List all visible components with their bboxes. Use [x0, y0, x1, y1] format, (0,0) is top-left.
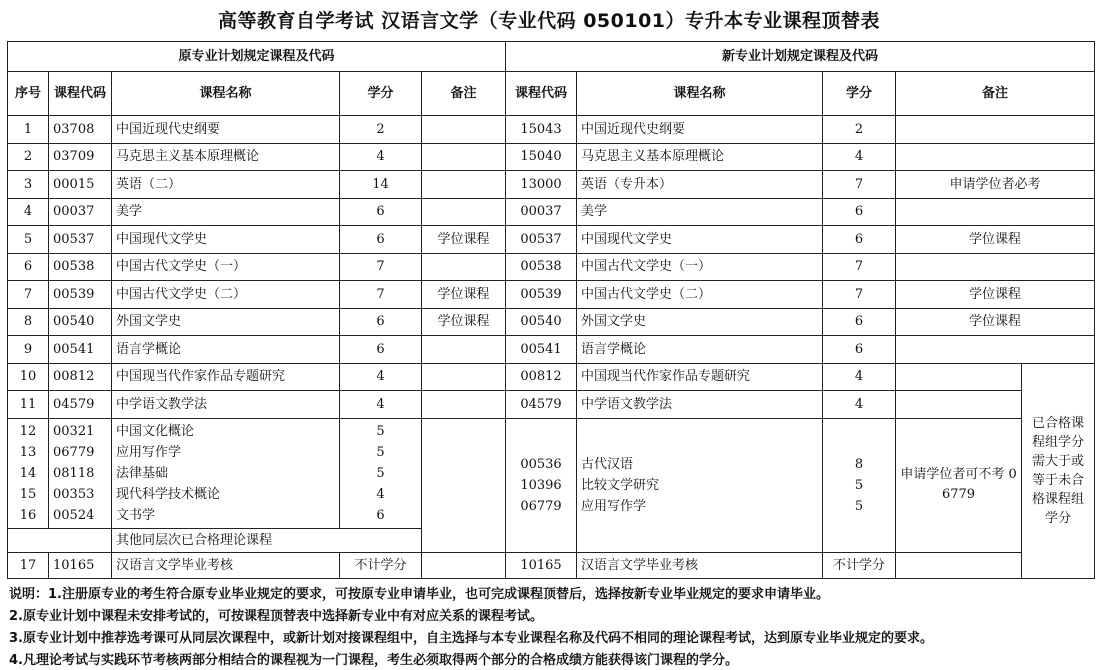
group-credit	[340, 418, 422, 528]
row-credit: 6	[340, 308, 422, 336]
row-new-code: 04579	[506, 391, 577, 419]
table-row	[8, 363, 1095, 391]
note-3: 3.原专业计划中推荐选考课可从同层次课程中，或新计划对接课程组中，自主选择与本专业课程名称及代码不相同的理论课程考试，达到原专业毕业规定的要求。	[9, 631, 933, 646]
table-row	[8, 391, 1095, 419]
last-credit: 不计学分	[340, 552, 422, 578]
row-new-remark	[896, 116, 1095, 144]
row-new-remark	[896, 198, 1095, 226]
row-remark: 学位课程	[422, 226, 506, 254]
row-new-name: 英语（专升本）	[577, 171, 823, 199]
table-row	[8, 226, 1095, 254]
header-seq: 序号	[8, 72, 49, 116]
row-remark	[422, 391, 506, 419]
header-name: 课程名称	[112, 72, 340, 116]
table-row	[8, 336, 1095, 364]
table-row	[8, 116, 1095, 144]
row-credit: 6	[340, 198, 422, 226]
note-4: 4.凡理论考试与实践环节考核两部分相结合的课程视为一门课程，考生必须取得两个部分的合格成绩方能获得该门课程的学分。	[9, 653, 738, 668]
group-seq-line: 14	[19, 465, 37, 481]
group-seq-line: 13	[19, 444, 37, 460]
group-new-remark: 申请学位者可不考 06779	[896, 418, 1022, 552]
row-new-name: 马克思主义基本原理概论	[577, 143, 823, 171]
row-new-credit: 6	[823, 198, 896, 226]
group-code-line: 06779	[53, 444, 95, 460]
table-row	[8, 552, 1095, 578]
last-seq: 17	[8, 552, 49, 578]
row-name: 中国近现代史纲要	[112, 116, 340, 144]
group-code-line: 00524	[53, 507, 95, 523]
row-code: 04579	[49, 391, 112, 419]
last-name: 汉语言文学毕业考核	[112, 552, 340, 578]
row-name: 中学语文教学法	[112, 391, 340, 419]
row-new-code: 00539	[506, 281, 577, 309]
group-name-line: 现代科学技术概论	[116, 486, 221, 502]
row-credit: 6	[340, 336, 422, 364]
group-code-line: 00353	[53, 486, 95, 502]
row-code: 00541	[49, 336, 112, 364]
row-remark	[422, 363, 506, 391]
row-name: 美学	[112, 198, 340, 226]
new-plan-group-header: 新专业计划规定课程及代码	[506, 42, 1095, 72]
table-row	[8, 171, 1095, 199]
row-new-credit: 2	[823, 116, 896, 144]
group-credit-line: 4	[376, 486, 385, 502]
row-code: 00037	[49, 198, 112, 226]
row-new-code: 00037	[506, 198, 577, 226]
group-seq-line: 16	[19, 507, 37, 523]
course-replacement-table	[7, 41, 1095, 579]
last-new-name: 汉语言文学毕业考核	[577, 552, 823, 578]
group-new-code	[506, 418, 577, 552]
row-name: 中国古代文学史（二）	[112, 281, 340, 309]
group-new-name-line: 比较文学研究	[581, 477, 660, 493]
group-new-credit-line: 5	[854, 477, 864, 493]
row-seq: 11	[8, 391, 49, 419]
table-row	[8, 143, 1095, 171]
row-new-credit: 7	[823, 171, 896, 199]
header-credit: 学分	[340, 72, 422, 116]
group-name	[112, 418, 340, 528]
row-new-name: 美学	[577, 198, 823, 226]
group-new-credit	[823, 418, 896, 552]
row-new-remark: 学位课程	[896, 281, 1095, 309]
row-seq: 7	[8, 281, 49, 309]
note-2: 2.原专业计划中课程未安排考试的，可按课程顶替表中选择新专业中有对应关系的课程考试。	[9, 609, 543, 624]
note-1: 说明：1.注册原专业的考生符合原专业毕业规定的要求，可按原专业申请毕业，也可完成课程顶替后，选择按新专业毕业规定的要求申请毕业。	[9, 587, 829, 602]
row-new-credit: 4	[823, 363, 896, 391]
row-new-name: 中学语文教学法	[577, 391, 823, 419]
row-new-name: 中国古代文学史（二）	[577, 281, 823, 309]
row-new-code: 00538	[506, 253, 577, 281]
row-new-code: 15043	[506, 116, 577, 144]
row-new-remark: 学位课程	[896, 226, 1095, 254]
group-code-line: 08118	[53, 465, 95, 481]
row-new-code: 00812	[506, 363, 577, 391]
group-new-credit-line: 8	[854, 456, 864, 472]
row-code: 00812	[49, 363, 112, 391]
group-name-line: 中国文化概论	[116, 423, 195, 439]
group-new-name	[577, 418, 823, 552]
group-row	[8, 418, 1095, 528]
group-code	[49, 418, 112, 528]
group-other-label: 其他同层次已合格理论课程	[112, 528, 422, 552]
header-new-credit: 学分	[823, 72, 896, 116]
row-name: 中国现当代作家作品专题研究	[112, 363, 340, 391]
group-seq	[8, 418, 49, 528]
group-other-blank	[8, 528, 112, 552]
old-plan-group-header: 原专业计划规定课程及代码	[8, 42, 506, 72]
last-new-remark	[896, 552, 1022, 578]
row-new-name: 中国现代文学史	[577, 226, 823, 254]
row-name: 英语（二）	[112, 171, 340, 199]
row-seq: 1	[8, 116, 49, 144]
group-new-name-line: 应用写作学	[581, 498, 647, 514]
row-new-name: 语言学概论	[577, 336, 823, 364]
row-new-remark	[896, 391, 1022, 419]
group-remark	[422, 418, 506, 552]
group-credit-line: 5	[376, 444, 385, 460]
row-new-code: 15040	[506, 143, 577, 171]
row-seq: 4	[8, 198, 49, 226]
row-code: 03709	[49, 143, 112, 171]
row-remark: 学位课程	[422, 281, 506, 309]
row-new-remark: 申请学位者必考	[896, 171, 1095, 199]
row-seq: 5	[8, 226, 49, 254]
row-new-credit: 4	[823, 391, 896, 419]
table-row	[8, 198, 1095, 226]
row-seq: 8	[8, 308, 49, 336]
group-new-credit-line: 5	[854, 498, 864, 514]
row-code: 00540	[49, 308, 112, 336]
row-new-name: 中国古代文学史（一）	[577, 253, 823, 281]
row-credit: 4	[340, 363, 422, 391]
row-name: 中国现代文学史	[112, 226, 340, 254]
row-new-credit: 4	[823, 143, 896, 171]
row-new-credit: 6	[823, 308, 896, 336]
row-remark	[422, 116, 506, 144]
row-name: 马克思主义基本原理概论	[112, 143, 340, 171]
group-name-line: 应用写作学	[116, 444, 182, 460]
group-name-line: 文书学	[116, 507, 156, 523]
group-credit-line: 6	[376, 507, 385, 523]
row-new-code: 00537	[506, 226, 577, 254]
row-remark	[422, 336, 506, 364]
group-seq-line: 15	[19, 486, 37, 502]
row-new-name: 中国近现代史纲要	[577, 116, 823, 144]
row-name: 中国古代文学史（一）	[112, 253, 340, 281]
row-seq: 6	[8, 253, 49, 281]
row-new-remark	[896, 253, 1095, 281]
last-new-code: 10165	[506, 552, 577, 578]
row-credit: 6	[340, 226, 422, 254]
row-new-credit: 6	[823, 226, 896, 254]
row-seq: 3	[8, 171, 49, 199]
table-row	[8, 253, 1095, 281]
row-code: 00537	[49, 226, 112, 254]
row-remark	[422, 253, 506, 281]
row-credit: 7	[340, 281, 422, 309]
header-new-code: 课程代码	[506, 72, 577, 116]
row-new-code: 00540	[506, 308, 577, 336]
last-remark	[422, 552, 506, 578]
last-code: 10165	[49, 552, 112, 578]
row-new-name: 中国现当代作家作品专题研究	[577, 363, 823, 391]
row-new-credit: 7	[823, 253, 896, 281]
group-new-code-line: 06779	[520, 498, 562, 514]
row-code: 00539	[49, 281, 112, 309]
row-new-code: 13000	[506, 171, 577, 199]
row-name: 外国文学史	[112, 308, 340, 336]
row-credit: 4	[340, 391, 422, 419]
table-row	[8, 308, 1095, 336]
row-seq: 2	[8, 143, 49, 171]
row-remark: 学位课程	[422, 308, 506, 336]
group-code-line: 00321	[53, 423, 95, 439]
group-name-line: 法律基础	[116, 465, 169, 481]
row-credit: 14	[340, 171, 422, 199]
row-code: 00015	[49, 171, 112, 199]
row-code: 03708	[49, 116, 112, 144]
row-remark	[422, 143, 506, 171]
header-new-name: 课程名称	[577, 72, 823, 116]
group-credit-line: 5	[376, 465, 385, 481]
row-seq: 10	[8, 363, 49, 391]
group-credit-line: 5	[376, 423, 385, 439]
row-credit: 7	[340, 253, 422, 281]
row-new-remark: 学位课程	[896, 308, 1095, 336]
table-row	[8, 281, 1095, 309]
group-new-code-line: 00536	[520, 456, 562, 472]
row-new-code: 00541	[506, 336, 577, 364]
row-new-remark	[896, 143, 1095, 171]
group-seq-line: 12	[19, 423, 37, 439]
row-remark	[422, 171, 506, 199]
page-title: 高等教育自学考试 汉语言文学（专业代码 050101）专升本专业课程顶替表	[217, 10, 881, 32]
header-new-remark: 备注	[896, 72, 1095, 116]
group-side-note: 已合格课程组学分需大于或等于未合格课程组学分	[1022, 363, 1095, 578]
row-new-credit: 6	[823, 336, 896, 364]
row-new-name: 外国文学史	[577, 308, 823, 336]
header-remark: 备注	[422, 72, 506, 116]
row-new-remark	[896, 363, 1022, 391]
row-name: 语言学概论	[112, 336, 340, 364]
last-new-credit: 不计学分	[823, 552, 896, 578]
row-code: 00538	[49, 253, 112, 281]
row-seq: 9	[8, 336, 49, 364]
row-credit: 4	[340, 143, 422, 171]
group-new-name-line: 古代汉语	[581, 456, 634, 472]
row-new-remark	[896, 336, 1095, 364]
row-credit: 2	[340, 116, 422, 144]
row-remark	[422, 198, 506, 226]
row-new-credit: 7	[823, 281, 896, 309]
header-code: 课程代码	[49, 72, 112, 116]
group-new-code-line: 10396	[520, 477, 562, 493]
